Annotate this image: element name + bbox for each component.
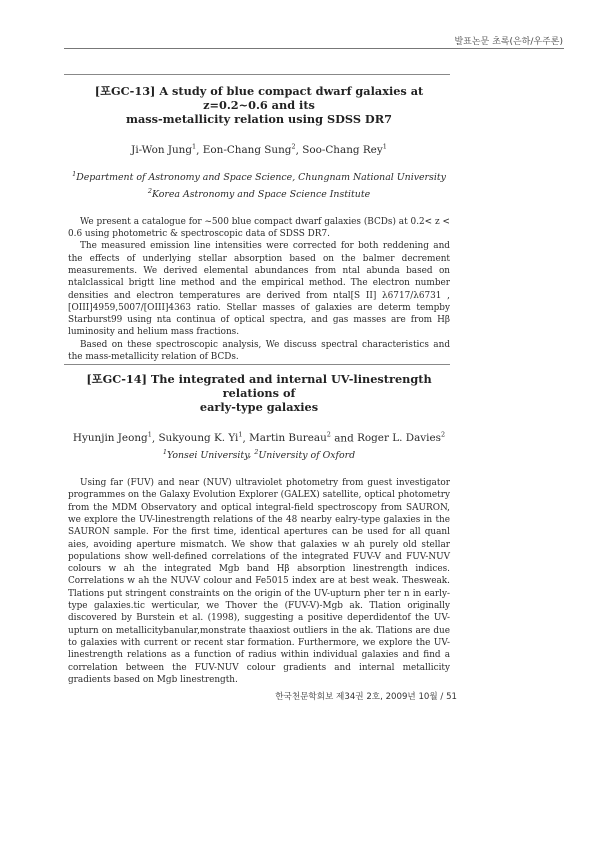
article-gc13 <box>68 84 450 363</box>
author: Hyunjin Jeong$^1$ <box>72 431 152 445</box>
affiliations <box>68 168 450 201</box>
abstract-paragraph: Using far (FUV) and near (NUV) ultraviolet photometry from guest investigator programmes on the Galaxy Evolution Explorer (GALEX) satellite, optical photometry from the MDM Observatory and optical integral-field spectroscopy from SAURON, we explore the UV-linestrength relations of the 48 nearby ealry-type galaxies in the SAURON sample. For the first time, identical apertures can be used for all quanl aies, avoiding aperture mismatch. We show that galaxies w ah purely old stellar populations show well-defined correlations of the integrated FUV-V and FUV-NUV colours w ah the integrated Mgb band Hβ absorption linestrength indices. Correlations w ah the NUV-V colour and Fe5015 index are at best weak. Thesweak. Tlations put stringent constraints on the origin of the UV-upturn pher ter n in early-type galaxies.tic werticular, we Thover the (FUV-V)-Mgb ak. Tlation originally discovered by Burstein et al. (1998), suggesting a positive deperdidentof the UV-upturn on metallicitybanular,monstrate thaaxiost outliers in the ak. Tlations are due to galaxies with current or recent star formation. Furthermore, we explore the UV-linestrength relations as a function of radius within individual galaxies and find a correlation between the FUV-NUV colour gradients and internal metallicity gradients based on Mgb linestrength. <box>68 478 450 685</box>
affiliation: $^1$Department of Astronomy and Space Science, Chungnam National University <box>72 170 446 184</box>
running-head: 발표논문 초록(은하/우주론) <box>454 37 563 47</box>
author-list: Ji-Won Jung$^1$, Eon-Chang Sung$^2$, Soo-Chang Rey$^1$ <box>131 143 387 157</box>
abstract <box>68 216 450 364</box>
article-gc14 <box>68 372 450 686</box>
article-1-top-rule <box>64 74 450 75</box>
abstract-paragraph: The measured emission line intensities were corrected for both reddening and the effects of underlying stellar absorption based on the balmer decrement measurements. We derived elemental abundances from ntal abunda based on ntalclassical brigtt line method and the empirical method. The electron number densities and electron temperatures are derived from ntal[S II] λ6717/λ6731 ,[OIII]4959,5007/[OIII]4363 ratio. Stellar masses of galaxies are determ tempby Starburst99 using nta continua of optical spectra, and gas masses are from Hβ luminosity and helium mass fractions. <box>68 241 450 338</box>
page-footer: 한국천문학회보 제34권 2호, 2009년 10월 / 51 <box>275 692 457 702</box>
author: Sukyoung K. Yi$^1$ <box>158 431 243 445</box>
affiliation: $^1$Yonsei University <box>162 447 249 461</box>
author: Eon-Chang Sung$^2$ <box>202 143 296 157</box>
affiliation: $^2$Korea Astronomy and Space Science Institute <box>147 187 371 201</box>
article-2-top-rule <box>64 364 450 365</box>
author: Roger L. Davies$^2$ <box>357 431 446 445</box>
author: Ji-Won Jung$^1$ <box>131 143 197 157</box>
abstract <box>68 477 450 686</box>
affiliation: $^2$University of Oxford <box>254 447 356 461</box>
author: Soo-Chang Rey$^1$ <box>302 143 387 157</box>
abstract-paragraph: We present a catalogue for ~500 blue compact dwarf galaxies (BCDs) at 0.2< z < 0.6 using photometric & spectroscopic data of SDSS DR7. <box>68 216 450 240</box>
abstract-paragraph: Based on these spectroscopic analysis, We discuss spectral characteristics and the mass-metallicity relation of BCDs. <box>68 339 450 362</box>
header-rule <box>64 48 564 49</box>
author-list: Hyunjin Jeong$^1$, Sukyoung K. Yi$^1$, Martin Bureau$^2$ and Roger L. Davies$^2$ <box>72 431 446 445</box>
author: Martin Bureau$^2$ <box>249 431 331 445</box>
affiliations: $^1$Yonsei University, $^2$University of Oxford <box>162 447 356 461</box>
article-title: [포GC-13] A study of blue compact dwarf galaxies at z=0.2~0.6 and its mass-metallicity relation using SDSS DR7 <box>94 84 424 126</box>
article-title: [포GC-14] The integrated and internal UV-linestrength relations of early-type galaxies <box>86 372 432 414</box>
